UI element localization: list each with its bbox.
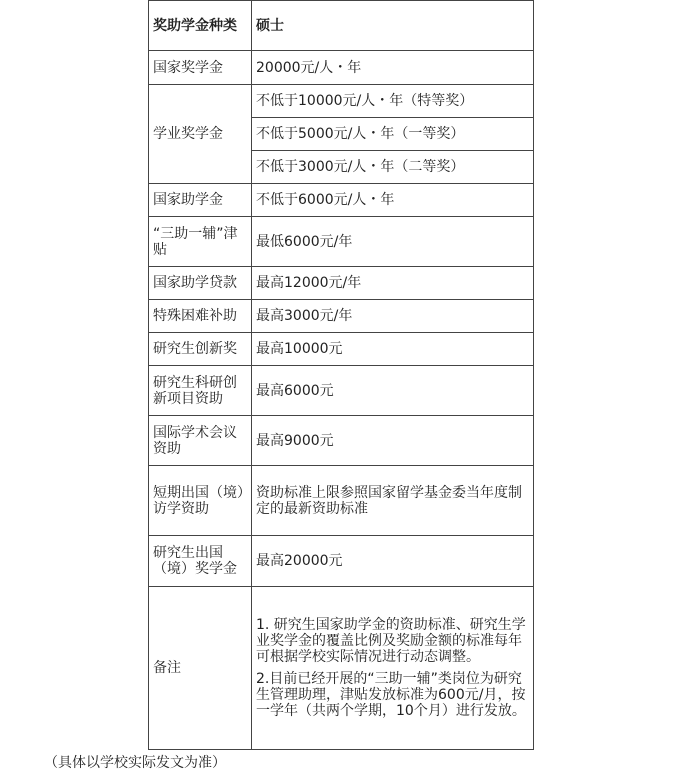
row-name: 国家助学贷款 <box>149 267 252 300</box>
row-name: 研究生创新奖 <box>149 333 252 366</box>
table-row <box>149 300 534 333</box>
table-row <box>149 333 534 366</box>
row-name: 特殊困难补助 <box>149 300 252 333</box>
table-row <box>149 184 534 217</box>
note-item: 2.目前已经开展的“三助一辅”类岗位为研究生管理助理，津贴发放标准为600元/月，按一学年（共两个学期，10个月）进行发放。 <box>256 671 526 719</box>
row-value: 最高3000元/年 <box>252 300 534 333</box>
footer-note: （具体以学校实际发文为准） <box>44 755 226 771</box>
header-type: 奖助学金种类 <box>149 1 252 51</box>
row-value: 不低于10000元/人・年（特等奖） <box>252 85 534 118</box>
row-name: 国际学术会议资助 <box>149 416 252 466</box>
header-level: 硕士 <box>252 1 534 51</box>
row-value: 最高9000元 <box>252 416 534 466</box>
row-name: 研究生出国（境）奖学金 <box>149 536 252 587</box>
table-row <box>149 536 534 587</box>
notes-content <box>252 587 534 750</box>
row-name: 研究生科研创新项目资助 <box>149 366 252 416</box>
row-name: 国家奖学金 <box>149 51 252 85</box>
row-name: 国家助学金 <box>149 184 252 217</box>
table-row <box>149 466 534 536</box>
table-header-row <box>149 1 534 51</box>
row-name: 学业奖学金 <box>149 85 252 184</box>
table-row <box>149 85 534 118</box>
table-row <box>149 416 534 466</box>
row-value: 不低于6000元/人・年 <box>252 184 534 217</box>
row-value: 资助标准上限参照国家留学基金委当年度制定的最新资助标准 <box>252 466 534 536</box>
table-row <box>149 217 534 267</box>
row-value: 20000元/人・年 <box>252 51 534 85</box>
row-name: 短期出国（境）访学资助 <box>149 466 252 536</box>
note-item: 1. 研究生国家助学金的资助标准、研究生学业奖学金的覆盖比例及奖励金额的标准每年可根据学校实际情况进行动态调整。 <box>256 617 526 665</box>
row-value: 最高6000元 <box>252 366 534 416</box>
notes-label: 备注 <box>149 587 252 750</box>
table-row <box>149 267 534 300</box>
row-value: 不低于5000元/人・年（一等奖） <box>252 118 534 151</box>
row-value: 最低6000元/年 <box>252 217 534 267</box>
row-value: 不低于3000元/人・年（二等奖） <box>252 151 534 184</box>
table-row <box>149 366 534 416</box>
notes-row <box>149 587 534 750</box>
row-name: “三助一辅”津贴 <box>149 217 252 267</box>
row-value: 最高20000元 <box>252 536 534 587</box>
table-row <box>149 51 534 85</box>
row-value: 最高10000元 <box>252 333 534 366</box>
row-value: 最高12000元/年 <box>252 267 534 300</box>
funding-table <box>148 0 534 750</box>
